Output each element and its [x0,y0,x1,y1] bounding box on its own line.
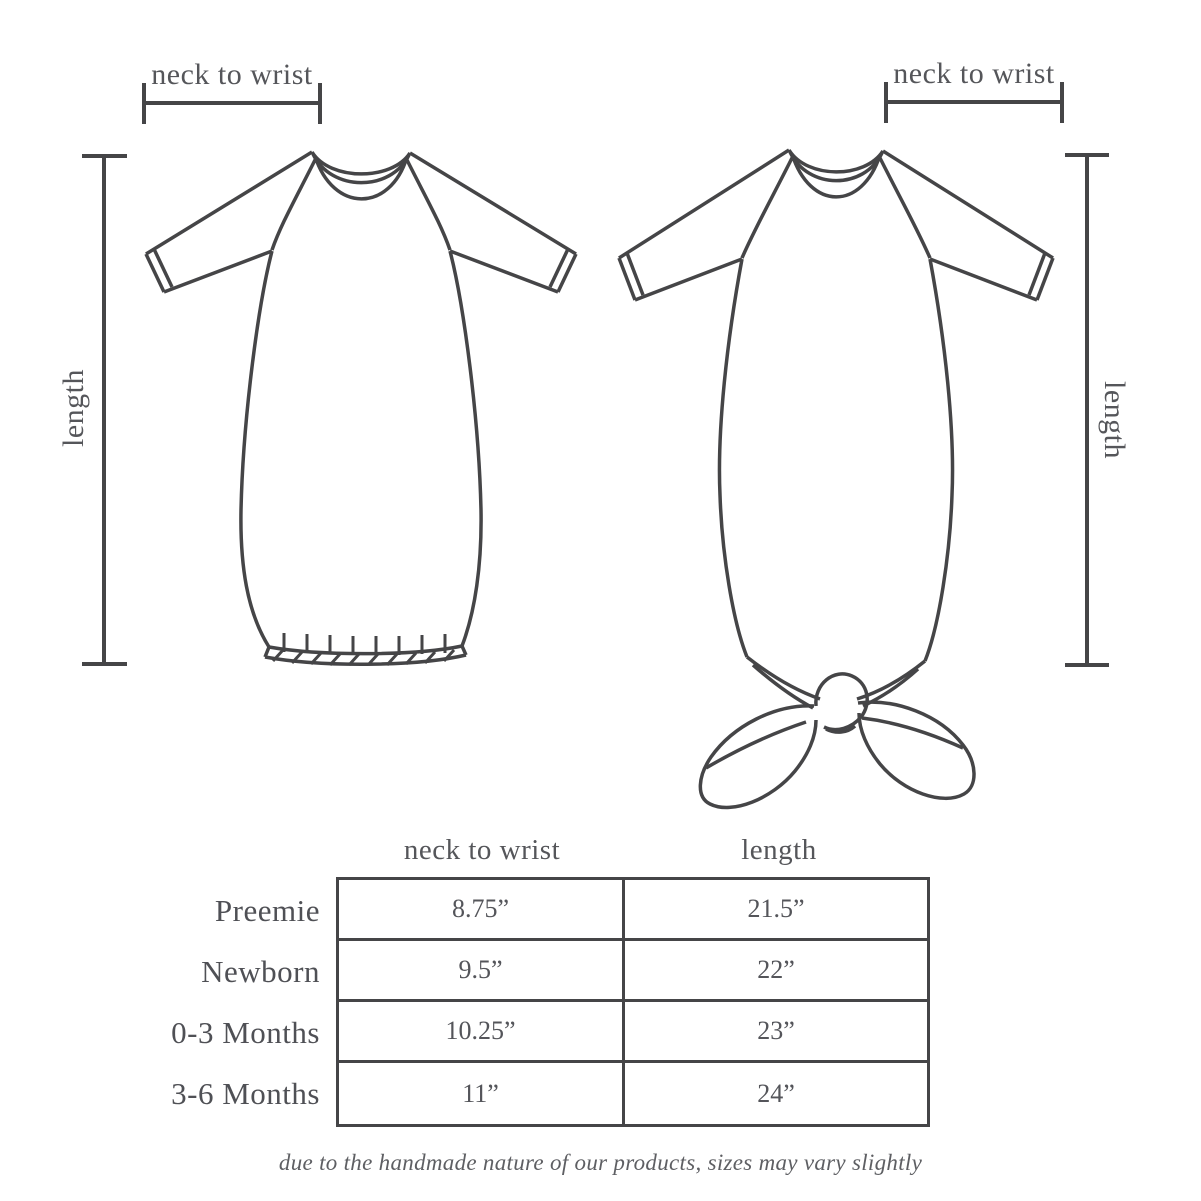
sleeve-underside-right [450,251,558,292]
gown-right-knotted [619,150,1053,808]
sleeve-underside-left [635,259,742,300]
body-side-left [241,251,272,647]
knot-tail-left [700,706,816,808]
collar-line [792,154,880,197]
collar-line [315,156,407,199]
handmade-disclaimer: due to the handmade nature of our products, sizes may vary slightly [278,1150,923,1175]
table-cell: 9.5” [339,941,625,1002]
raglan-seam-right [879,156,930,258]
table-cell: 8.75” [339,880,625,941]
length-label-left: length [57,369,90,447]
knot-tail-right [858,702,974,798]
knot-fold [747,657,820,699]
body-side-right [925,259,953,661]
row-label-preemie: Preemie [214,893,320,928]
knot-fold [753,665,813,708]
table-cell: 23” [625,1002,927,1063]
table-cell: 24” [757,1078,795,1108]
body-side-right [450,251,481,646]
sleeve-underside-left [164,251,272,292]
table-cell: 22” [625,941,927,1002]
table-header-length: length [741,834,817,866]
cuff-band-left [154,249,172,287]
sleeve-outer-right [410,153,576,254]
cuff-right [558,254,576,292]
cuff-left [146,254,164,292]
neck-to-wrist-label-left: neck to wrist [151,58,313,91]
sleeve-outer-left [619,150,789,258]
raglan-seam-left [742,156,793,258]
row-label-newborn: Newborn [201,954,320,989]
sleeve-outer-right [883,151,1053,258]
length-label-right: length [1098,381,1131,459]
table-cell: 10.25” [339,1002,625,1063]
row-label-0-3-months: 0-3 Months [171,1015,320,1050]
knot-tail-right-fold [862,718,963,748]
sleeve-underside-right [930,259,1037,300]
size-table [336,877,930,1127]
cuff-band-right [550,249,568,287]
table-cell: 11” [339,1063,625,1124]
table-cell: 21.5” [625,880,927,941]
row-label-3-6-months: 3-6 Months [171,1076,320,1111]
sleeve-outer-left [146,152,312,254]
table-header-neck-to-wrist: neck to wrist [403,834,561,866]
gown-left-elastic-hem [146,152,576,665]
neck-to-wrist-label-right: neck to wrist [893,57,1055,90]
body-side-left [719,259,747,657]
